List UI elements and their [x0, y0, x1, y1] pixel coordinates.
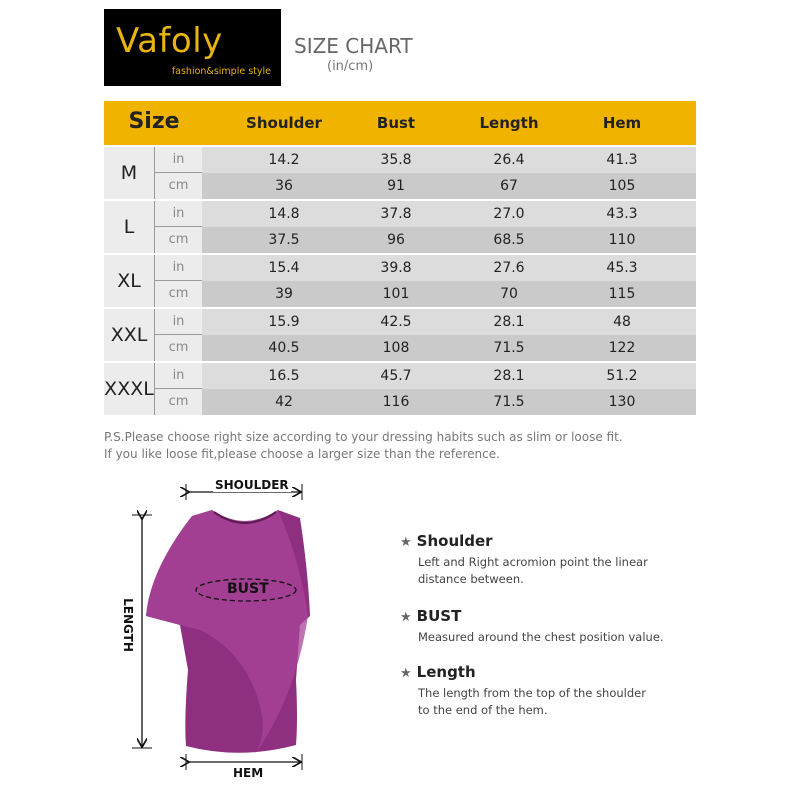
value-cell: 14.8: [268, 206, 300, 222]
value-cell: 101: [382, 286, 410, 302]
blouse-shape: [146, 510, 310, 758]
table-row: [155, 363, 696, 389]
value-cell: 70: [500, 286, 518, 302]
col-hem: Hem: [602, 114, 642, 132]
unit-cell: in: [155, 255, 202, 281]
value-cell: 45.3: [606, 260, 638, 276]
value-cell: 27.6: [493, 260, 525, 276]
value-cell: 37.8: [380, 206, 412, 222]
value-cell: 130: [608, 394, 636, 410]
page-title: SIZE CHART: [294, 34, 413, 58]
value-cell: 28.1: [493, 368, 525, 384]
table-row: [155, 173, 696, 199]
table-row: [155, 281, 696, 307]
desc-length: [400, 663, 653, 719]
value-cell: 39.8: [380, 260, 412, 276]
size-label: L: [104, 201, 155, 253]
value-cell: 28.1: [493, 314, 525, 330]
desc-text: Left and Right acromion point the linear distance between.: [418, 555, 648, 586]
value-cell: 14.2: [268, 152, 300, 168]
col-shoulder: Shoulder: [246, 114, 322, 132]
size-table: [104, 101, 696, 415]
unit-cell: in: [155, 363, 202, 389]
table-row: [155, 309, 696, 335]
brand-logo: [104, 9, 281, 86]
desc-title: Shoulder: [416, 532, 493, 550]
size-group-m: [104, 145, 696, 199]
value-cell: 110: [608, 232, 636, 248]
shoulder-label: SHOULDER: [215, 478, 289, 492]
unit-cell: cm: [155, 281, 202, 307]
value-cell: 91: [387, 178, 405, 194]
desc-bust: [400, 607, 664, 646]
value-cell: 16.5: [268, 368, 300, 384]
garment-illustration: [0, 470, 380, 800]
value-cell: 42: [275, 394, 293, 410]
note-line: If you like loose fit,please choose a larger size than the reference.: [104, 447, 500, 461]
size-label: XXL: [104, 309, 155, 361]
value-cell: 71.5: [493, 394, 525, 410]
table-header: [104, 101, 696, 145]
unit-cell: in: [155, 147, 202, 173]
note-line: P.S.Please choose right size according to your dressing habits such as slim or loose fit.: [104, 430, 623, 444]
value-cell: 48: [613, 314, 631, 330]
brand-name: Vafoly: [116, 21, 223, 61]
table-row: [155, 255, 696, 281]
table-row: [155, 201, 696, 227]
size-group-xl: [104, 253, 696, 307]
desc-text: Measured around the chest position value.: [418, 630, 664, 644]
unit-cell: in: [155, 309, 202, 335]
value-cell: 41.3: [606, 152, 638, 168]
unit-cell: cm: [155, 335, 202, 361]
value-cell: 37.5: [268, 232, 300, 248]
size-label: XXXL: [104, 363, 155, 415]
desc-title: BUST: [416, 607, 462, 625]
desc-title: Length: [416, 663, 476, 681]
table-row: [155, 227, 696, 253]
value-cell: 105: [608, 178, 636, 194]
value-cell: 116: [382, 394, 410, 410]
hem-label: HEM: [233, 766, 264, 780]
value-cell: 108: [382, 340, 410, 356]
size-group-xxl: [104, 307, 696, 361]
size-label: M: [104, 147, 155, 199]
value-cell: 27.0: [493, 206, 525, 222]
desc-shoulder: [400, 532, 688, 588]
size-group-xxxl: [104, 361, 696, 415]
star-icon: ★: [400, 666, 412, 681]
table-row: [155, 335, 696, 361]
value-cell: 68.5: [493, 232, 525, 248]
col-bust: Bust: [376, 114, 416, 132]
unit-cell: cm: [155, 173, 202, 199]
value-cell: 39: [275, 286, 293, 302]
value-cell: 42.5: [380, 314, 412, 330]
unit-cell: cm: [155, 389, 202, 415]
value-cell: 35.8: [380, 152, 412, 168]
col-size: Size: [128, 109, 180, 134]
brand-tagline: fashion&simple style: [171, 66, 271, 77]
length-label: LENGTH: [121, 595, 135, 655]
value-cell: 71.5: [493, 340, 525, 356]
value-cell: 36: [275, 178, 293, 194]
value-cell: 15.4: [268, 260, 300, 276]
bust-label: BUST: [227, 581, 269, 597]
size-note: [104, 429, 623, 463]
value-cell: 96: [387, 232, 405, 248]
value-cell: 15.9: [268, 314, 300, 330]
table-row: [155, 389, 696, 415]
unit-cell: in: [155, 201, 202, 227]
value-cell: 122: [608, 340, 636, 356]
unit-label: (in/cm): [327, 59, 374, 74]
size-group-l: [104, 199, 696, 253]
value-cell: 26.4: [493, 152, 525, 168]
size-label: XL: [104, 255, 155, 307]
value-cell: 43.3: [606, 206, 638, 222]
col-length: Length: [479, 114, 539, 132]
table-row: [155, 147, 696, 173]
unit-cell: cm: [155, 227, 202, 253]
value-cell: 45.7: [380, 368, 412, 384]
value-cell: 67: [500, 178, 518, 194]
value-cell: 40.5: [268, 340, 300, 356]
star-icon: ★: [400, 610, 412, 625]
value-cell: 115: [608, 286, 636, 302]
desc-text: The length from the top of the shoulder to the end of the hem.: [418, 686, 646, 717]
star-icon: ★: [400, 535, 412, 550]
value-cell: 51.2: [606, 368, 638, 384]
